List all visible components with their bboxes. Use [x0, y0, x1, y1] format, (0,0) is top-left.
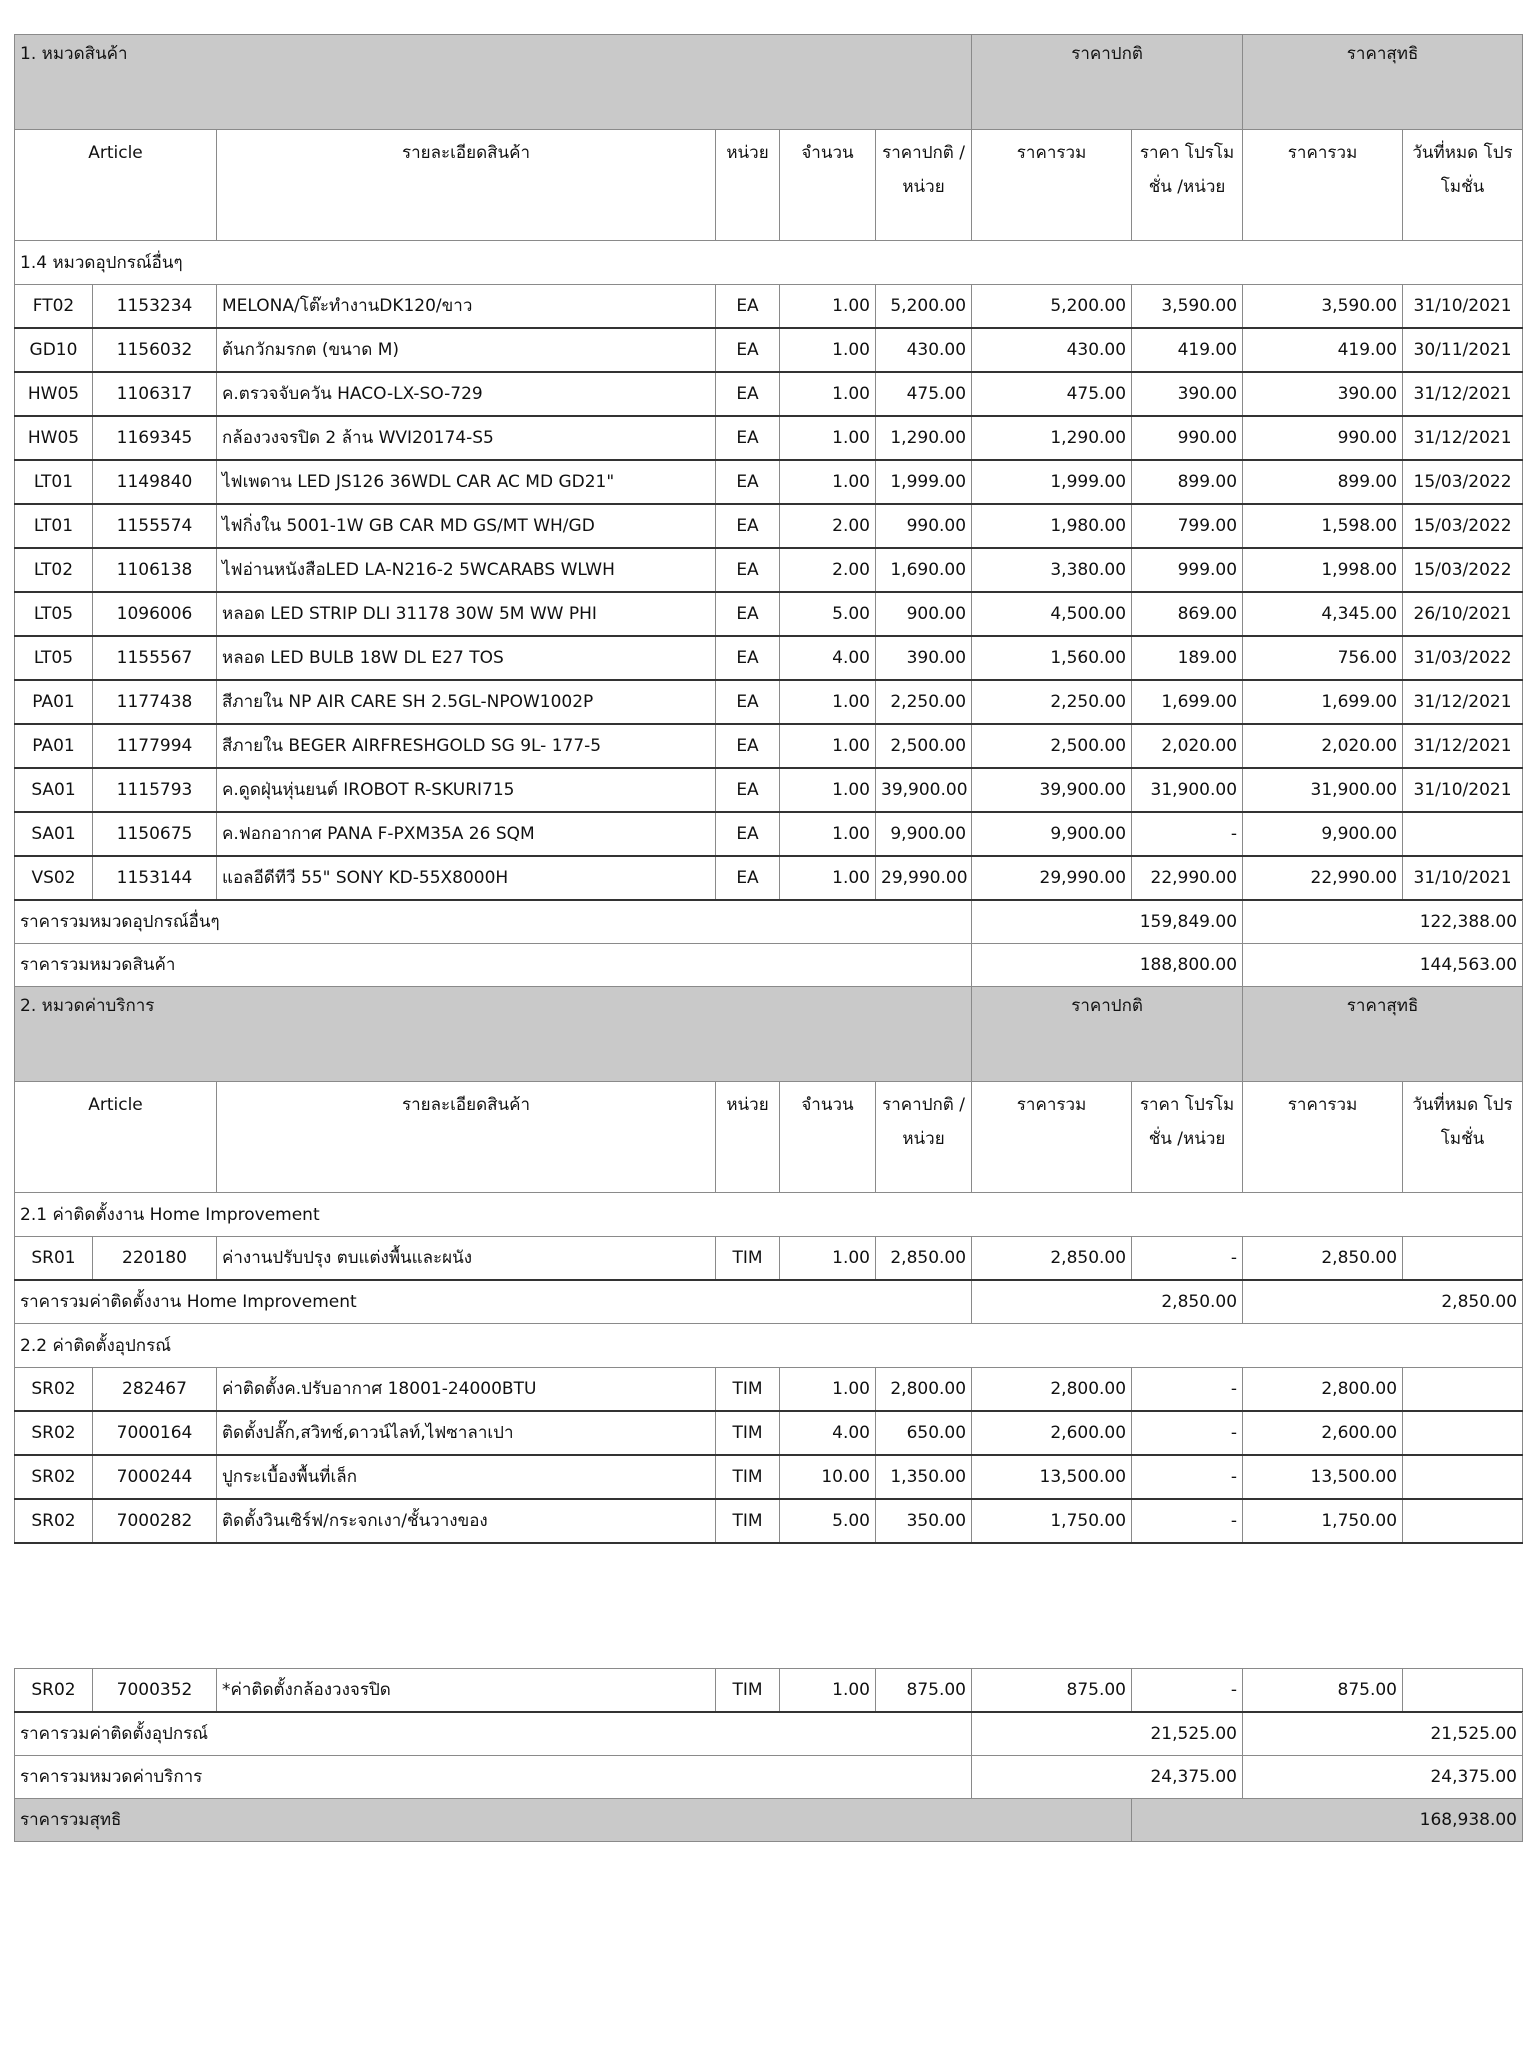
promo-end-cell: 31/03/2022 [1403, 636, 1523, 680]
subtotal-label: ราคารวมหมวดสินค้า [15, 944, 972, 987]
promo-total-cell: 2,850.00 [1243, 1237, 1403, 1281]
promo-price-cell: 1,699.00 [1132, 680, 1243, 724]
promo-total-cell: 875.00 [1243, 1669, 1403, 1713]
quantity-cell: 4.00 [780, 1411, 876, 1455]
category-code-cell: LT05 [15, 636, 93, 680]
total-cell: 2,600.00 [972, 1411, 1132, 1455]
category-code-cell: SA01 [15, 768, 93, 812]
promo-end-cell: 31/10/2021 [1403, 768, 1523, 812]
article-number-cell: 7000352 [93, 1669, 217, 1713]
article-number-cell: 7000282 [93, 1499, 217, 1543]
promo-total-cell: 13,500.00 [1243, 1455, 1403, 1499]
subtotal-net: 144,563.00 [1243, 944, 1523, 987]
category-code-cell: SR02 [15, 1411, 93, 1455]
article-number-cell: 1106138 [93, 548, 217, 592]
promo-total-cell: 2,800.00 [1243, 1368, 1403, 1412]
quantity-header: จำนวน [780, 1082, 876, 1193]
article-header: Article [15, 130, 217, 241]
promo-price-cell: 189.00 [1132, 636, 1243, 680]
category-code-cell: SR02 [15, 1499, 93, 1543]
quantity-cell: 5.00 [780, 592, 876, 636]
promo-end-cell: 15/03/2022 [1403, 504, 1523, 548]
promo-price-cell: 990.00 [1132, 416, 1243, 460]
group-total-row [15, 1712, 1523, 1756]
group-title: 2.1 ค่าติดตั้งงาน Home Improvement [15, 1193, 1523, 1237]
category-code-cell: SR02 [15, 1669, 93, 1713]
table-row [15, 1368, 1523, 1412]
total-cell: 39,900.00 [972, 768, 1132, 812]
unit-header: หน่วย [716, 130, 780, 241]
description-cell: ปูกระเบื้องพื้นที่เล็ก [217, 1455, 716, 1499]
table-row [15, 1411, 1523, 1455]
total-cell: 1,980.00 [972, 504, 1132, 548]
table-row [15, 328, 1523, 372]
article-number-cell: 1106317 [93, 372, 217, 416]
promo-price-cell: 3,590.00 [1132, 285, 1243, 329]
category-code-cell: HW05 [15, 416, 93, 460]
promo-total-cell: 4,345.00 [1243, 592, 1403, 636]
article-header: Article [15, 1082, 217, 1193]
total-cell: 29,990.00 [972, 856, 1132, 900]
category-code-cell: SR02 [15, 1368, 93, 1412]
promo-end-cell [1403, 812, 1523, 856]
quantity-cell: 1.00 [780, 1669, 876, 1713]
unit-cell: EA [716, 504, 780, 548]
price-per-unit-cell: 2,800.00 [876, 1368, 972, 1412]
category-code-cell: VS02 [15, 856, 93, 900]
promo-total-cell: 990.00 [1243, 416, 1403, 460]
article-number-cell: 1096006 [93, 592, 217, 636]
table-row [15, 856, 1523, 900]
category-code-cell: PA01 [15, 680, 93, 724]
promo-end-cell: 31/12/2021 [1403, 372, 1523, 416]
section-header-row [15, 987, 1523, 1082]
table-row [15, 768, 1523, 812]
unit-cell: EA [716, 416, 780, 460]
quantity-cell: 1.00 [780, 812, 876, 856]
group-total-row [15, 900, 1523, 944]
promo-total-cell: 3,590.00 [1243, 285, 1403, 329]
table-row [15, 1669, 1523, 1713]
promo-price-cell: 869.00 [1132, 592, 1243, 636]
price-per-unit-cell: 475.00 [876, 372, 972, 416]
category-code-cell: SR02 [15, 1455, 93, 1499]
promo-end-cell: 31/12/2021 [1403, 416, 1523, 460]
quotation-table [14, 34, 1523, 1544]
table-row [15, 1455, 1523, 1499]
quantity-cell: 1.00 [780, 285, 876, 329]
total-header: ราคารวม [972, 1082, 1132, 1193]
article-number-cell: 1177994 [93, 724, 217, 768]
unit-cell: EA [716, 328, 780, 372]
quantity-cell: 1.00 [780, 372, 876, 416]
promo-price-cell: - [1132, 1499, 1243, 1543]
description-cell: *ค่าติดตั้งกล้องวงจรปิด [217, 1669, 716, 1713]
description-cell: ไฟเพดาน LED JS126 36WDL CAR AC MD GD21" [217, 460, 716, 504]
quantity-cell: 1.00 [780, 460, 876, 504]
category-code-cell: FT02 [15, 285, 93, 329]
price-per-unit-cell: 29,990.00 [876, 856, 972, 900]
price-per-unit-header: ราคาปกติ /หน่วย [876, 1082, 972, 1193]
category-code-cell: SA01 [15, 812, 93, 856]
promo-price-cell: 419.00 [1132, 328, 1243, 372]
table-row [15, 416, 1523, 460]
promo-price-cell: 22,990.00 [1132, 856, 1243, 900]
total-cell: 1,750.00 [972, 1499, 1132, 1543]
promo-end-cell: 31/12/2021 [1403, 680, 1523, 724]
total-header: ราคารวม [972, 130, 1132, 241]
category-code-cell: GD10 [15, 328, 93, 372]
grand-total-row [15, 1799, 1523, 1842]
unit-cell: EA [716, 460, 780, 504]
table-row [15, 372, 1523, 416]
promo-price-cell: 799.00 [1132, 504, 1243, 548]
price-per-unit-cell: 990.00 [876, 504, 972, 548]
unit-cell: EA [716, 856, 780, 900]
description-cell: ค่างานปรับปรุง ตบแต่งพื้นและผนัง [217, 1237, 716, 1281]
description-cell: ค่าติดตั้งค.ปรับอากาศ 18001-24000BTU [217, 1368, 716, 1412]
promo-total-cell: 2,600.00 [1243, 1411, 1403, 1455]
unit-cell: EA [716, 548, 780, 592]
article-number-cell: 1156032 [93, 328, 217, 372]
subtotal-label: ราคารวมค่าติดตั้งงาน Home Improvement [15, 1280, 972, 1324]
grand-total-label: ราคารวมสุทธิ [15, 1799, 1132, 1842]
category-code-cell: PA01 [15, 724, 93, 768]
section-total-row [15, 1756, 1523, 1799]
promo-total-cell: 1,750.00 [1243, 1499, 1403, 1543]
quantity-cell: 1.00 [780, 724, 876, 768]
net-price-header: ราคาสุทธิ [1243, 987, 1523, 1082]
promo-end-cell: 15/03/2022 [1403, 460, 1523, 504]
total-cell: 9,900.00 [972, 812, 1132, 856]
description-header: รายละเอียดสินค้า [217, 130, 716, 241]
price-per-unit-cell: 1,350.00 [876, 1455, 972, 1499]
regular-price-header: ราคาปกติ [972, 35, 1243, 130]
category-code-cell: LT05 [15, 592, 93, 636]
net-price-header: ราคาสุทธิ [1243, 35, 1523, 130]
table-row [15, 285, 1523, 329]
description-cell: หลอด LED STRIP DLI 31178 30W 5M WW PHI [217, 592, 716, 636]
promo-total-header: ราคารวม [1243, 1082, 1403, 1193]
promo-end-cell [1403, 1455, 1523, 1499]
article-number-cell: 1153144 [93, 856, 217, 900]
unit-cell: TIM [716, 1237, 780, 1281]
total-cell: 3,380.00 [972, 548, 1132, 592]
article-number-cell: 1149840 [93, 460, 217, 504]
price-per-unit-cell: 2,250.00 [876, 680, 972, 724]
article-number-cell: 1169345 [93, 416, 217, 460]
section-title: 2. หมวดค่าบริการ [15, 987, 972, 1082]
promo-total-header: ราคารวม [1243, 130, 1403, 241]
promo-price-cell: - [1132, 1368, 1243, 1412]
promo-price-cell: - [1132, 1237, 1243, 1281]
quotation-table-continued [14, 1668, 1523, 1842]
promo-price-cell: 999.00 [1132, 548, 1243, 592]
article-number-cell: 1150675 [93, 812, 217, 856]
table-row [15, 592, 1523, 636]
total-cell: 430.00 [972, 328, 1132, 372]
group-title-row [15, 241, 1523, 285]
category-code-cell: HW05 [15, 372, 93, 416]
group-title-row [15, 1324, 1523, 1368]
promo-total-cell: 899.00 [1243, 460, 1403, 504]
promo-total-cell: 9,900.00 [1243, 812, 1403, 856]
price-per-unit-cell: 390.00 [876, 636, 972, 680]
price-per-unit-header: ราคาปกติ /หน่วย [876, 130, 972, 241]
quantity-cell: 1.00 [780, 680, 876, 724]
unit-cell: EA [716, 372, 780, 416]
promo-total-cell: 2,020.00 [1243, 724, 1403, 768]
promo-total-cell: 22,990.00 [1243, 856, 1403, 900]
price-per-unit-cell: 5,200.00 [876, 285, 972, 329]
price-per-unit-cell: 1,290.00 [876, 416, 972, 460]
promo-total-cell: 31,900.00 [1243, 768, 1403, 812]
total-cell: 1,290.00 [972, 416, 1132, 460]
regular-price-header: ราคาปกติ [972, 987, 1243, 1082]
description-header: รายละเอียดสินค้า [217, 1082, 716, 1193]
total-cell: 2,800.00 [972, 1368, 1132, 1412]
table-row [15, 680, 1523, 724]
subtotal-regular: 2,850.00 [972, 1280, 1243, 1324]
price-per-unit-cell: 1,690.00 [876, 548, 972, 592]
quantity-header: จำนวน [780, 130, 876, 241]
promo-total-cell: 756.00 [1243, 636, 1403, 680]
promo-end-cell [1403, 1669, 1523, 1713]
price-per-unit-cell: 650.00 [876, 1411, 972, 1455]
promo-end-cell: 15/03/2022 [1403, 548, 1523, 592]
table-row [15, 504, 1523, 548]
description-cell: แอลอีดีทีวี 55" SONY KD-55X8000H [217, 856, 716, 900]
category-code-cell: LT02 [15, 548, 93, 592]
category-code-cell: SR01 [15, 1237, 93, 1281]
subtotal-label: ราคารวมค่าติดตั้งอุปกรณ์ [15, 1712, 972, 1756]
group-total-row [15, 1280, 1523, 1324]
price-per-unit-cell: 9,900.00 [876, 812, 972, 856]
unit-cell: EA [716, 768, 780, 812]
unit-cell: EA [716, 285, 780, 329]
price-per-unit-cell: 1,999.00 [876, 460, 972, 504]
subtotal-label: ราคารวมหมวดอุปกรณ์อื่นๆ [15, 900, 972, 944]
total-cell: 5,200.00 [972, 285, 1132, 329]
promo-per-unit-header: ราคา โปรโมชั่น /หน่วย [1132, 1082, 1243, 1193]
promo-end-cell: 26/10/2021 [1403, 592, 1523, 636]
group-title-row [15, 1193, 1523, 1237]
subtotal-net: 122,388.00 [1243, 900, 1523, 944]
unit-header: หน่วย [716, 1082, 780, 1193]
promo-end-header: วันที่หมด โปรโมชั่น [1403, 1082, 1523, 1193]
quantity-cell: 1.00 [780, 1368, 876, 1412]
total-cell: 2,500.00 [972, 724, 1132, 768]
price-per-unit-cell: 875.00 [876, 1669, 972, 1713]
table-row [15, 460, 1523, 504]
article-number-cell: 1115793 [93, 768, 217, 812]
subtotal-regular: 21,525.00 [972, 1712, 1243, 1756]
promo-total-cell: 419.00 [1243, 328, 1403, 372]
subtotal-regular: 188,800.00 [972, 944, 1243, 987]
subtotal-net: 21,525.00 [1243, 1712, 1523, 1756]
group-title: 2.2 ค่าติดตั้งอุปกรณ์ [15, 1324, 1523, 1368]
promo-price-cell: - [1132, 1669, 1243, 1713]
article-number-cell: 1155574 [93, 504, 217, 548]
section-title: 1. หมวดสินค้า [15, 35, 972, 130]
promo-total-cell: 390.00 [1243, 372, 1403, 416]
category-code-cell: LT01 [15, 504, 93, 548]
price-per-unit-cell: 2,500.00 [876, 724, 972, 768]
subtotal-label: ราคารวมหมวดค่าบริการ [15, 1756, 972, 1799]
promo-end-cell [1403, 1411, 1523, 1455]
table-row [15, 636, 1523, 680]
article-number-cell: 7000164 [93, 1411, 217, 1455]
promo-end-cell [1403, 1499, 1523, 1543]
unit-cell: EA [716, 812, 780, 856]
description-cell: ต้นกวักมรกต (ขนาด M) [217, 328, 716, 372]
subtotal-net: 24,375.00 [1243, 1756, 1523, 1799]
unit-cell: TIM [716, 1499, 780, 1543]
promo-end-header: วันที่หมด โปรโมชั่น [1403, 130, 1523, 241]
description-cell: หลอด LED BULB 18W DL E27 TOS [217, 636, 716, 680]
description-cell: ไฟกิ่งใน 5001-1W GB CAR MD GS/MT WH/GD [217, 504, 716, 548]
total-cell: 2,250.00 [972, 680, 1132, 724]
quantity-cell: 5.00 [780, 1499, 876, 1543]
price-per-unit-cell: 39,900.00 [876, 768, 972, 812]
total-cell: 475.00 [972, 372, 1132, 416]
column-header-row [15, 130, 1523, 241]
unit-cell: TIM [716, 1368, 780, 1412]
promo-price-cell: - [1132, 812, 1243, 856]
promo-price-cell: 2,020.00 [1132, 724, 1243, 768]
promo-end-cell: 31/10/2021 [1403, 285, 1523, 329]
total-cell: 1,999.00 [972, 460, 1132, 504]
unit-cell: EA [716, 724, 780, 768]
description-cell: ค.ดูดฝุ่นหุ่นยนต์ IROBOT R-SKURI715 [217, 768, 716, 812]
description-cell: กล้องวงจรปิด 2 ล้าน WVI20174-S5 [217, 416, 716, 460]
price-per-unit-cell: 2,850.00 [876, 1237, 972, 1281]
quantity-cell: 10.00 [780, 1455, 876, 1499]
article-number-cell: 1177438 [93, 680, 217, 724]
promo-price-cell: 899.00 [1132, 460, 1243, 504]
section-header-row [15, 35, 1523, 130]
description-cell: สีภายใน NP AIR CARE SH 2.5GL-NPOW1002P [217, 680, 716, 724]
promo-total-cell: 1,998.00 [1243, 548, 1403, 592]
promo-total-cell: 1,598.00 [1243, 504, 1403, 548]
total-cell: 2,850.00 [972, 1237, 1132, 1281]
price-per-unit-cell: 900.00 [876, 592, 972, 636]
category-code-cell: LT01 [15, 460, 93, 504]
promo-price-cell: 31,900.00 [1132, 768, 1243, 812]
unit-cell: TIM [716, 1455, 780, 1499]
description-cell: ติดตั้งวินเซิร์ฟ/กระจกเงา/ชั้นวางของ [217, 1499, 716, 1543]
grand-total-value: 168,938.00 [1132, 1799, 1523, 1842]
section-total-row [15, 944, 1523, 987]
total-cell: 13,500.00 [972, 1455, 1132, 1499]
description-cell: ไฟอ่านหนังสือLED LA-N216-2 5WCARABS WLWH [217, 548, 716, 592]
column-header-row [15, 1082, 1523, 1193]
table-row [15, 1237, 1523, 1281]
quantity-cell: 1.00 [780, 416, 876, 460]
promo-price-cell: 390.00 [1132, 372, 1243, 416]
article-number-cell: 1153234 [93, 285, 217, 329]
table-row [15, 1499, 1523, 1543]
description-cell: สีภายใน BEGER AIRFRESHGOLD SG 9L- 177-5 [217, 724, 716, 768]
table-row [15, 724, 1523, 768]
description-cell: MELONA/โต๊ะทำงานDK120/ขาว [217, 285, 716, 329]
promo-price-cell: - [1132, 1455, 1243, 1499]
article-number-cell: 7000244 [93, 1455, 217, 1499]
quantity-cell: 2.00 [780, 548, 876, 592]
promo-price-cell: - [1132, 1411, 1243, 1455]
promo-end-cell: 30/11/2021 [1403, 328, 1523, 372]
quantity-cell: 2.00 [780, 504, 876, 548]
unit-cell: TIM [716, 1669, 780, 1713]
quantity-cell: 1.00 [780, 856, 876, 900]
total-cell: 1,560.00 [972, 636, 1132, 680]
price-per-unit-cell: 350.00 [876, 1499, 972, 1543]
total-cell: 4,500.00 [972, 592, 1132, 636]
promo-end-cell: 31/10/2021 [1403, 856, 1523, 900]
table-row [15, 548, 1523, 592]
promo-total-cell: 1,699.00 [1243, 680, 1403, 724]
unit-cell: EA [716, 680, 780, 724]
promo-per-unit-header: ราคา โปรโมชั่น /หน่วย [1132, 130, 1243, 241]
total-cell: 875.00 [972, 1669, 1132, 1713]
quantity-cell: 1.00 [780, 1237, 876, 1281]
unit-cell: EA [716, 592, 780, 636]
subtotal-regular: 24,375.00 [972, 1756, 1243, 1799]
article-number-cell: 1155567 [93, 636, 217, 680]
description-cell: ค.ฟอกอากาศ PANA F-PXM35A 26 SQM [217, 812, 716, 856]
unit-cell: TIM [716, 1411, 780, 1455]
price-per-unit-cell: 430.00 [876, 328, 972, 372]
promo-end-cell [1403, 1368, 1523, 1412]
unit-cell: EA [716, 636, 780, 680]
quantity-cell: 1.00 [780, 328, 876, 372]
quantity-cell: 1.00 [780, 768, 876, 812]
description-cell: ค.ตรวจจับควัน HACO-LX-SO-729 [217, 372, 716, 416]
table-row [15, 812, 1523, 856]
article-number-cell: 282467 [93, 1368, 217, 1412]
group-title: 1.4 หมวดอุปกรณ์อื่นๆ [15, 241, 1523, 285]
promo-end-cell [1403, 1237, 1523, 1281]
quantity-cell: 4.00 [780, 636, 876, 680]
promo-end-cell: 31/12/2021 [1403, 724, 1523, 768]
article-number-cell: 220180 [93, 1237, 217, 1281]
subtotal-regular: 159,849.00 [972, 900, 1243, 944]
description-cell: ติดตั้งปลั๊ก,สวิทช์,ดาวน์ไลท์,ไฟซาลาเปา [217, 1411, 716, 1455]
subtotal-net: 2,850.00 [1243, 1280, 1523, 1324]
